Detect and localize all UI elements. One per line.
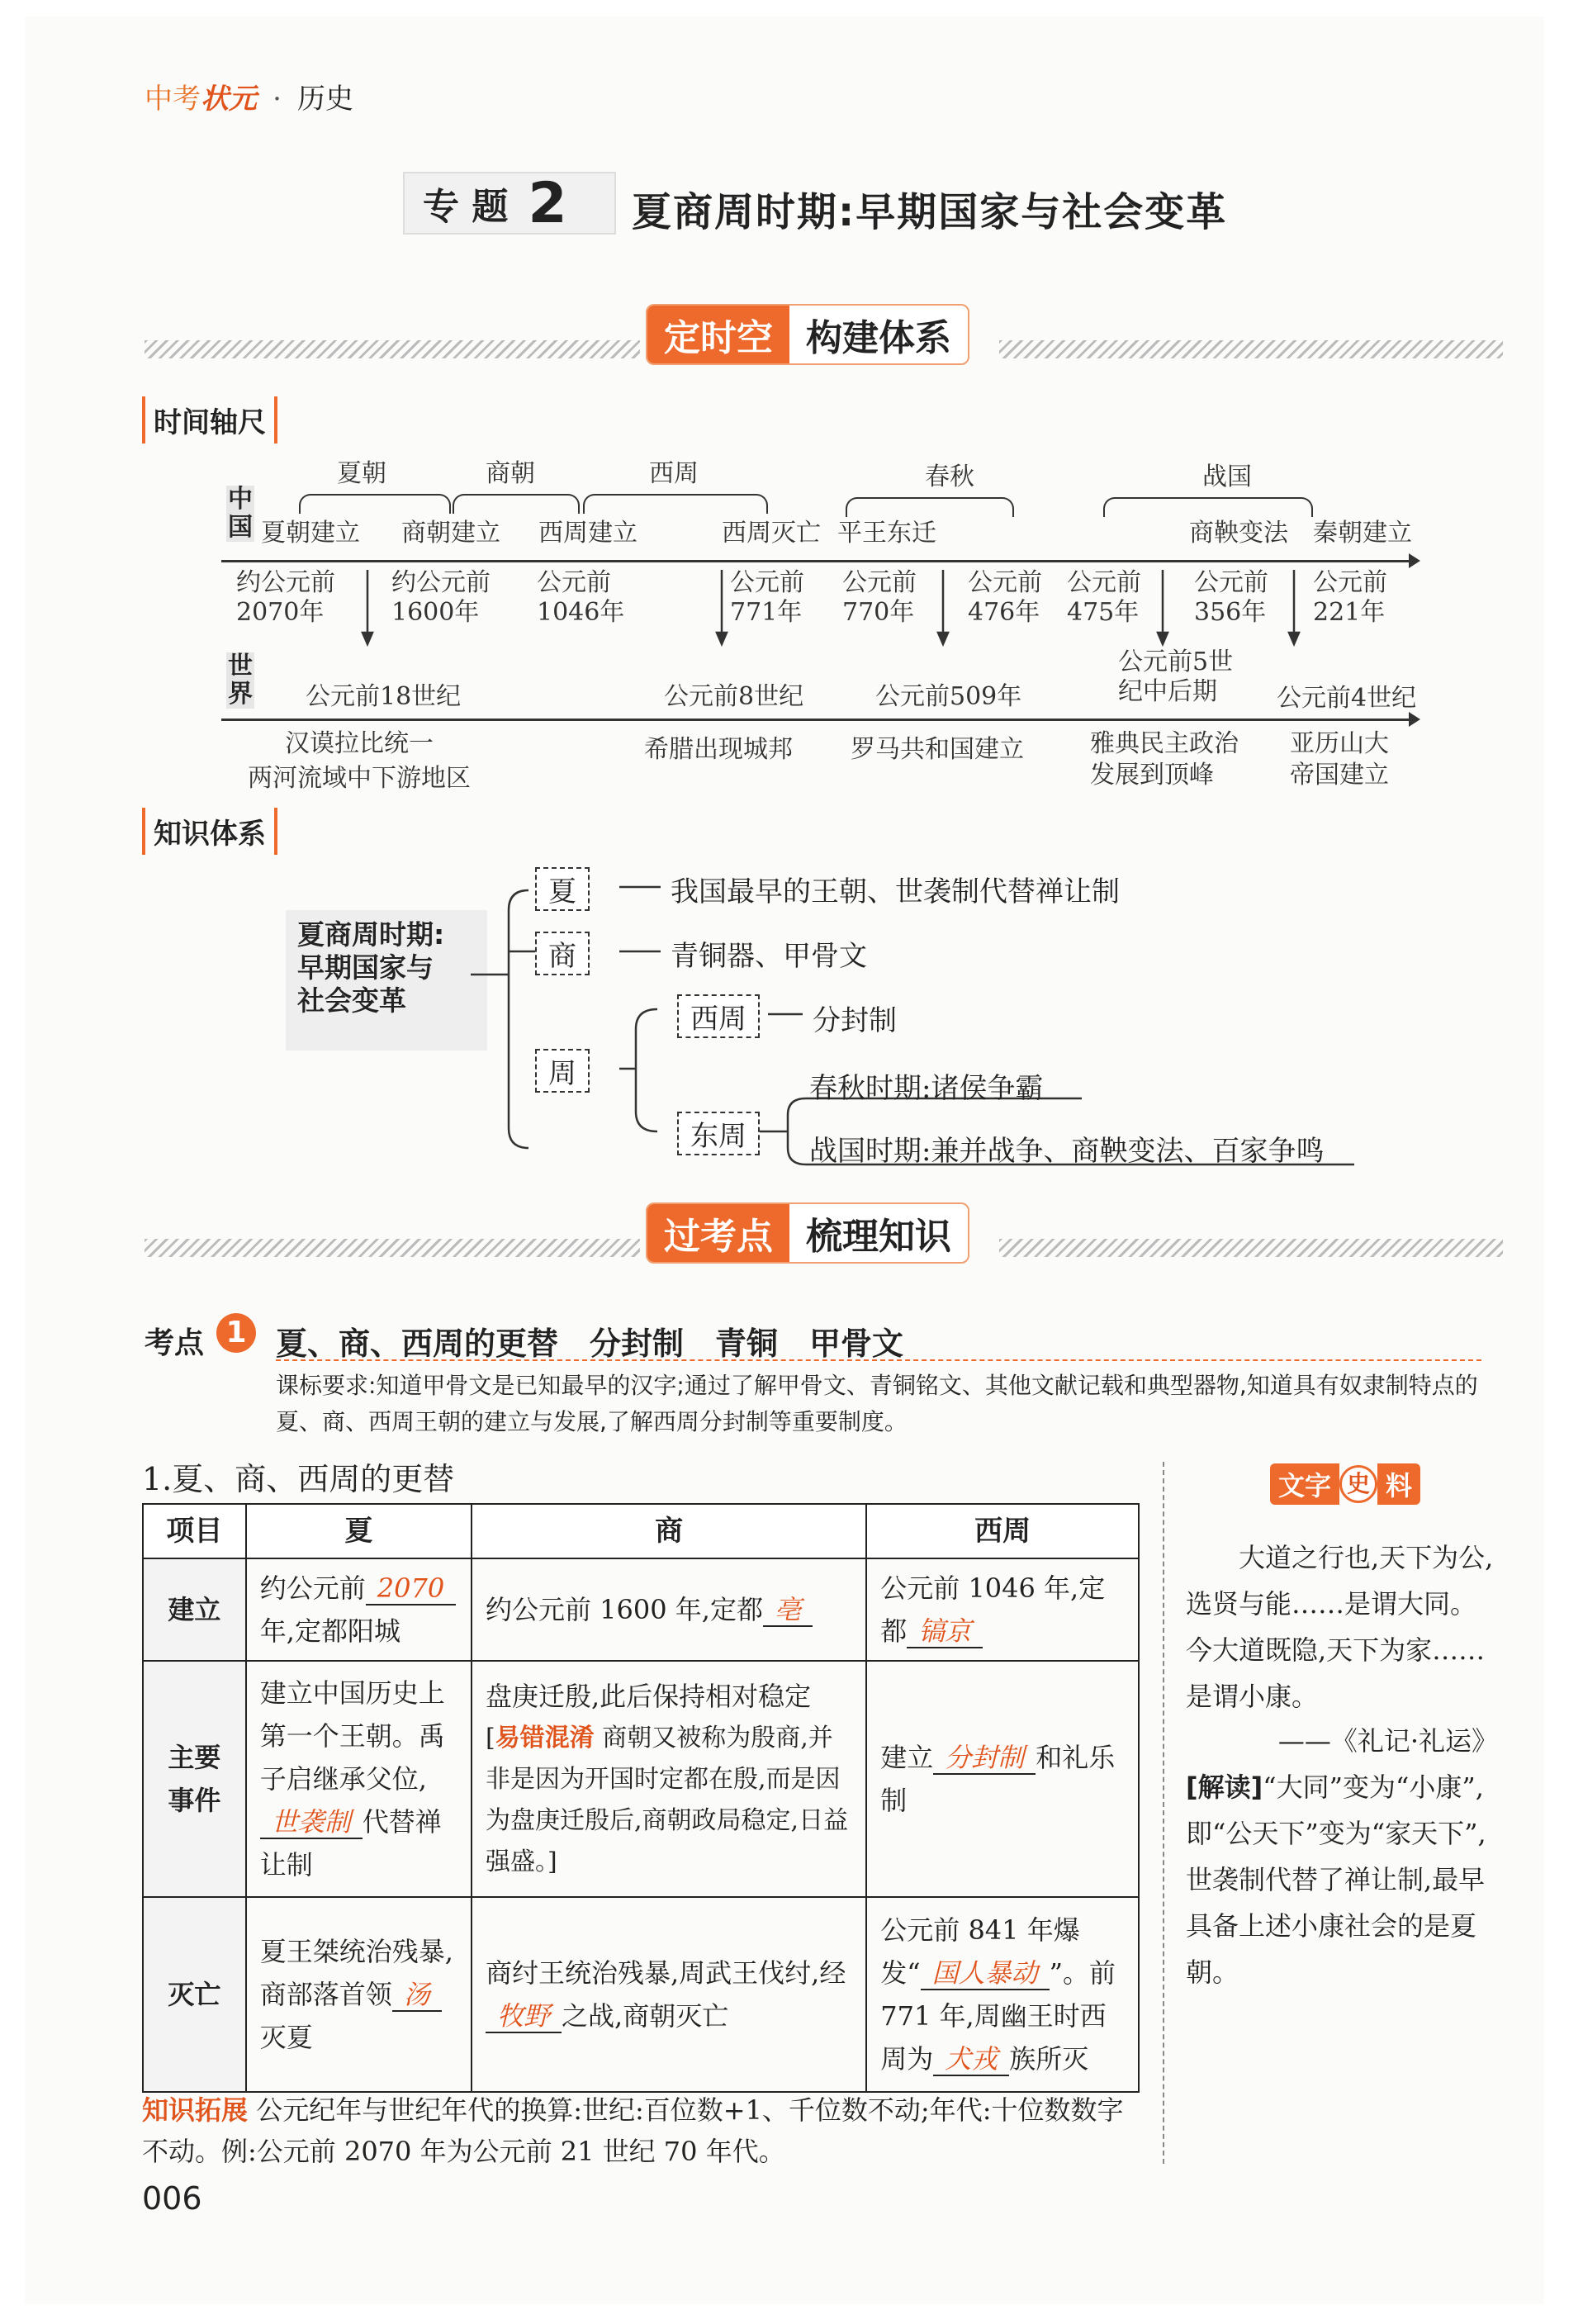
th-shang: 商	[472, 1504, 866, 1558]
period-xizhou: 西周	[649, 459, 699, 488]
cell-build-shang	[472, 1558, 866, 1661]
event-pingwang: 平王东迁	[837, 519, 936, 548]
side-tag-c: 料	[1377, 1463, 1420, 1505]
node-xia: 夏	[535, 867, 590, 911]
fill-zhou-quanrong: 犬戎	[933, 2043, 1009, 2076]
fill-pre: 约公元前	[259, 1572, 366, 1604]
fill-xia-tang: 汤	[392, 1979, 442, 2012]
th-xizhou: 西周	[866, 1504, 1139, 1558]
event-xizhou: 西周建立	[538, 519, 637, 548]
topic-number: 2	[528, 170, 567, 236]
event-xizhou-end: 西周灭亡	[722, 519, 821, 548]
fill-pre: 商纣王统治残暴,周武王伐纣,经	[486, 1957, 846, 1989]
cell-events-xizhou	[866, 1661, 1139, 1897]
cell-events-xia	[246, 1661, 472, 1897]
fill-post: 族所灭	[1009, 2043, 1089, 2075]
kaodian-divider	[276, 1359, 1481, 1361]
kaodian-title: 夏、商、西周的更替 分封制 青铜 甲骨文	[276, 1326, 904, 1362]
side-source: ——《礼记·礼运》	[1277, 1725, 1498, 1757]
period-xia: 夏朝	[337, 459, 386, 488]
knowledge-tag: 知识体系	[142, 808, 277, 855]
world-date-4: 公元前5世 纪中后期	[1118, 647, 1234, 706]
world-event-5: 亚历山大 帝国建立	[1290, 729, 1389, 790]
cell-events-shang	[472, 1661, 866, 1897]
row-head-events: 主要 事件	[143, 1661, 246, 1897]
fill-xia-date: 2070	[366, 1572, 456, 1605]
node-xizhou-desc: 分封制	[813, 1004, 897, 1037]
shang-note-text: 商朝又被称为殷商,并非是因为开国时定都在殷,而是因为盘庚迁殷后,商朝政局稳定,日益强盛。]	[486, 1724, 849, 1876]
node-xizhou: 西周	[677, 994, 760, 1038]
world-label: 世界	[228, 652, 253, 709]
row-head-build: 建立	[143, 1558, 246, 1661]
world-event-1: 汉谟拉比统一 两河流域中下游地区	[248, 729, 471, 793]
header-dot: ·	[273, 83, 282, 116]
node-chunqiu: 春秋时期:诸侯争霸	[809, 1072, 1044, 1105]
section-1-title: 1.夏、商、西周的更替	[142, 1461, 455, 1497]
kaodian-num: 1	[216, 1313, 256, 1353]
main-table	[142, 1503, 1140, 2093]
date-9: 公元前 221年	[1313, 568, 1387, 627]
china-label: 中国	[228, 485, 253, 542]
fill-post: 灭夏	[259, 2022, 313, 2053]
fill-zhou-capital: 镐京	[907, 1615, 983, 1648]
table-row-build	[143, 1558, 1139, 1661]
fill-post: 代替禅让制	[259, 1806, 442, 1881]
fill-shang-capital: 亳	[763, 1594, 813, 1627]
shang-event: 盘庚迁殷,此后保持相对稳定	[486, 1681, 812, 1712]
fill-pre: 建立	[880, 1742, 934, 1773]
extend-tag: 知识拓展	[142, 2094, 249, 2126]
period-chunqiu: 春秋	[925, 462, 974, 491]
banner-1-right: 构建体系	[806, 317, 951, 359]
fill-xia-system: 世袭制	[260, 1806, 363, 1839]
date-4: 公元前 771年	[730, 568, 804, 627]
banner-2-right: 梳理知识	[806, 1216, 951, 1258]
extend-text: 公元纪年与世纪年代的换算:世纪:百位数+1、千位数不动;年代:十位数数字不动。例:公元前 2070 年为公元前 21 世纪 70 年代。	[142, 2094, 1124, 2167]
kaodian-req: 课标要求:知道甲骨文是已知最早的汉字;通过了解甲骨文、青铜铭文、其他文献记载和典型器物,知道具有奴隶制特点的夏、商、西周王朝的建立与发展,了解西周分封制等重要制度。	[276, 1372, 1478, 1435]
table-header-row	[143, 1504, 1139, 1558]
side-quote: 大道之行也,天下为公,选贤与能……是谓大同。今大道既隐,天下为家……是谓小康。	[1186, 1542, 1494, 1712]
world-date-2: 公元前8世纪	[664, 682, 804, 711]
timeline-tag: 时间轴尺	[142, 396, 277, 443]
node-zhou: 周	[535, 1049, 590, 1093]
world-date-5: 公元前4世纪	[1277, 684, 1417, 713]
date-3: 公元前 1046年	[537, 568, 625, 627]
world-event-2: 希腊出现城邦	[644, 735, 793, 764]
side-tag	[1270, 1463, 1420, 1505]
cell-fall-shang	[472, 1897, 866, 2092]
th-xia: 夏	[246, 1504, 472, 1558]
event-qin: 秦朝建立	[1313, 519, 1412, 548]
hatch-left-2	[145, 1239, 640, 1257]
node-shang: 商	[535, 932, 590, 975]
node-xia-desc: 我国最早的王朝、世袭制代替禅让制	[671, 875, 1120, 908]
fill-post: 年,定都阳城	[259, 1615, 400, 1647]
shang-note: [易错混淆 商朝又被称为殷商,并非是因为开国时定都在殷,而是因为盘庚迁殷后,商朝政局稳定,日益强盛。]	[486, 1724, 849, 1876]
side-note-text: “大同”变为“小康”,即“公天下”变为“家天下”,世袭制代替了禅让制,最早具备上述小康社会的是夏朝。	[1186, 1771, 1486, 1988]
fill-pre: 建立中国历史上第一个王朝。禹子启继承父位,	[259, 1677, 445, 1795]
topic-label: 专 题	[423, 186, 509, 228]
cell-fall-xizhou	[866, 1897, 1139, 2092]
side-tag-b: 史	[1339, 1465, 1377, 1503]
banner-2-left: 过考点	[647, 1204, 789, 1262]
topic-title: 夏商周时期:早期国家与社会变革	[632, 189, 1228, 235]
period-zhanguo: 战国	[1202, 462, 1252, 491]
date-5: 公元前 770年	[842, 568, 917, 627]
knowledge-root: 夏商周时期: 早期国家与 社会变革	[286, 910, 487, 1051]
brand: 中考	[145, 83, 201, 116]
fill-post: 和礼乐制	[880, 1742, 1116, 1816]
table-row-fall	[143, 1897, 1139, 2092]
fill-mid: ”。前 771 年,周幽王时西周为	[880, 1957, 1116, 2075]
date-1: 约公元前 2070年	[236, 568, 335, 627]
cell-build-xizhou	[866, 1558, 1139, 1661]
date-8: 公元前 356年	[1194, 568, 1268, 627]
side-tag-a: 文字	[1270, 1463, 1339, 1505]
cell-build-xia	[246, 1558, 472, 1661]
fill-post: 之战,商朝灭亡	[562, 2000, 729, 2032]
fill-zhou-riot: 国人暴动	[921, 1957, 1050, 1990]
hatch-right-2	[999, 1239, 1503, 1257]
confusion-tag: 易错混淆	[495, 1724, 595, 1752]
fill-pre: 公元前 1046 年,定都	[880, 1572, 1106, 1647]
world-date-1: 公元前18世纪	[306, 682, 462, 711]
world-date-3: 公元前509年	[875, 682, 1022, 711]
world-event-4: 雅典民主政治 发展到顶峰	[1090, 729, 1239, 790]
event-shang: 商朝建立	[401, 519, 500, 548]
period-shang: 商朝	[486, 459, 535, 488]
brand-bold: 状元	[201, 83, 257, 116]
fill-pre: 约公元前 1600 年,定都	[486, 1594, 763, 1625]
date-2: 约公元前 1600年	[391, 568, 491, 627]
node-shang-desc: 青铜器、甲骨文	[671, 940, 867, 973]
table-row-events	[143, 1661, 1139, 1897]
fill-zhou-system: 分封制	[933, 1742, 1036, 1775]
fill-shang-muye: 牧野	[486, 2000, 562, 2033]
event-shangyang: 商鞅变法	[1189, 519, 1288, 548]
side-note	[1186, 1764, 1498, 1995]
th-item: 项目	[143, 1504, 246, 1558]
date-7: 公元前 475年	[1067, 568, 1141, 627]
banner-2	[646, 1202, 969, 1264]
cell-fall-xia	[246, 1897, 472, 2092]
world-event-3: 罗马共和国建立	[851, 735, 1024, 764]
event-xia: 夏朝建立	[261, 519, 360, 548]
row-head-fall: 灭亡	[143, 1897, 246, 2092]
knowledge-extend	[142, 2089, 1141, 2172]
fill-pre: 公元前 841 年爆发“	[880, 1914, 1080, 1989]
side-note-tag: [解读]	[1186, 1771, 1263, 1803]
banner-1-left: 定时空	[647, 306, 789, 363]
fill-pre: 夏王桀统治残暴,商部落首领	[259, 1936, 453, 2010]
kaodian-label: 考点	[145, 1326, 205, 1360]
header-subject: 历史	[297, 83, 353, 116]
node-zhanguo: 战国时期:兼并战争、商鞅变法、百家争鸣	[809, 1135, 1325, 1168]
page-number: 006	[142, 2180, 202, 2217]
date-6: 公元前 476年	[968, 568, 1042, 627]
node-dongzhou: 东周	[677, 1112, 760, 1155]
side-divider	[1163, 1462, 1164, 2164]
